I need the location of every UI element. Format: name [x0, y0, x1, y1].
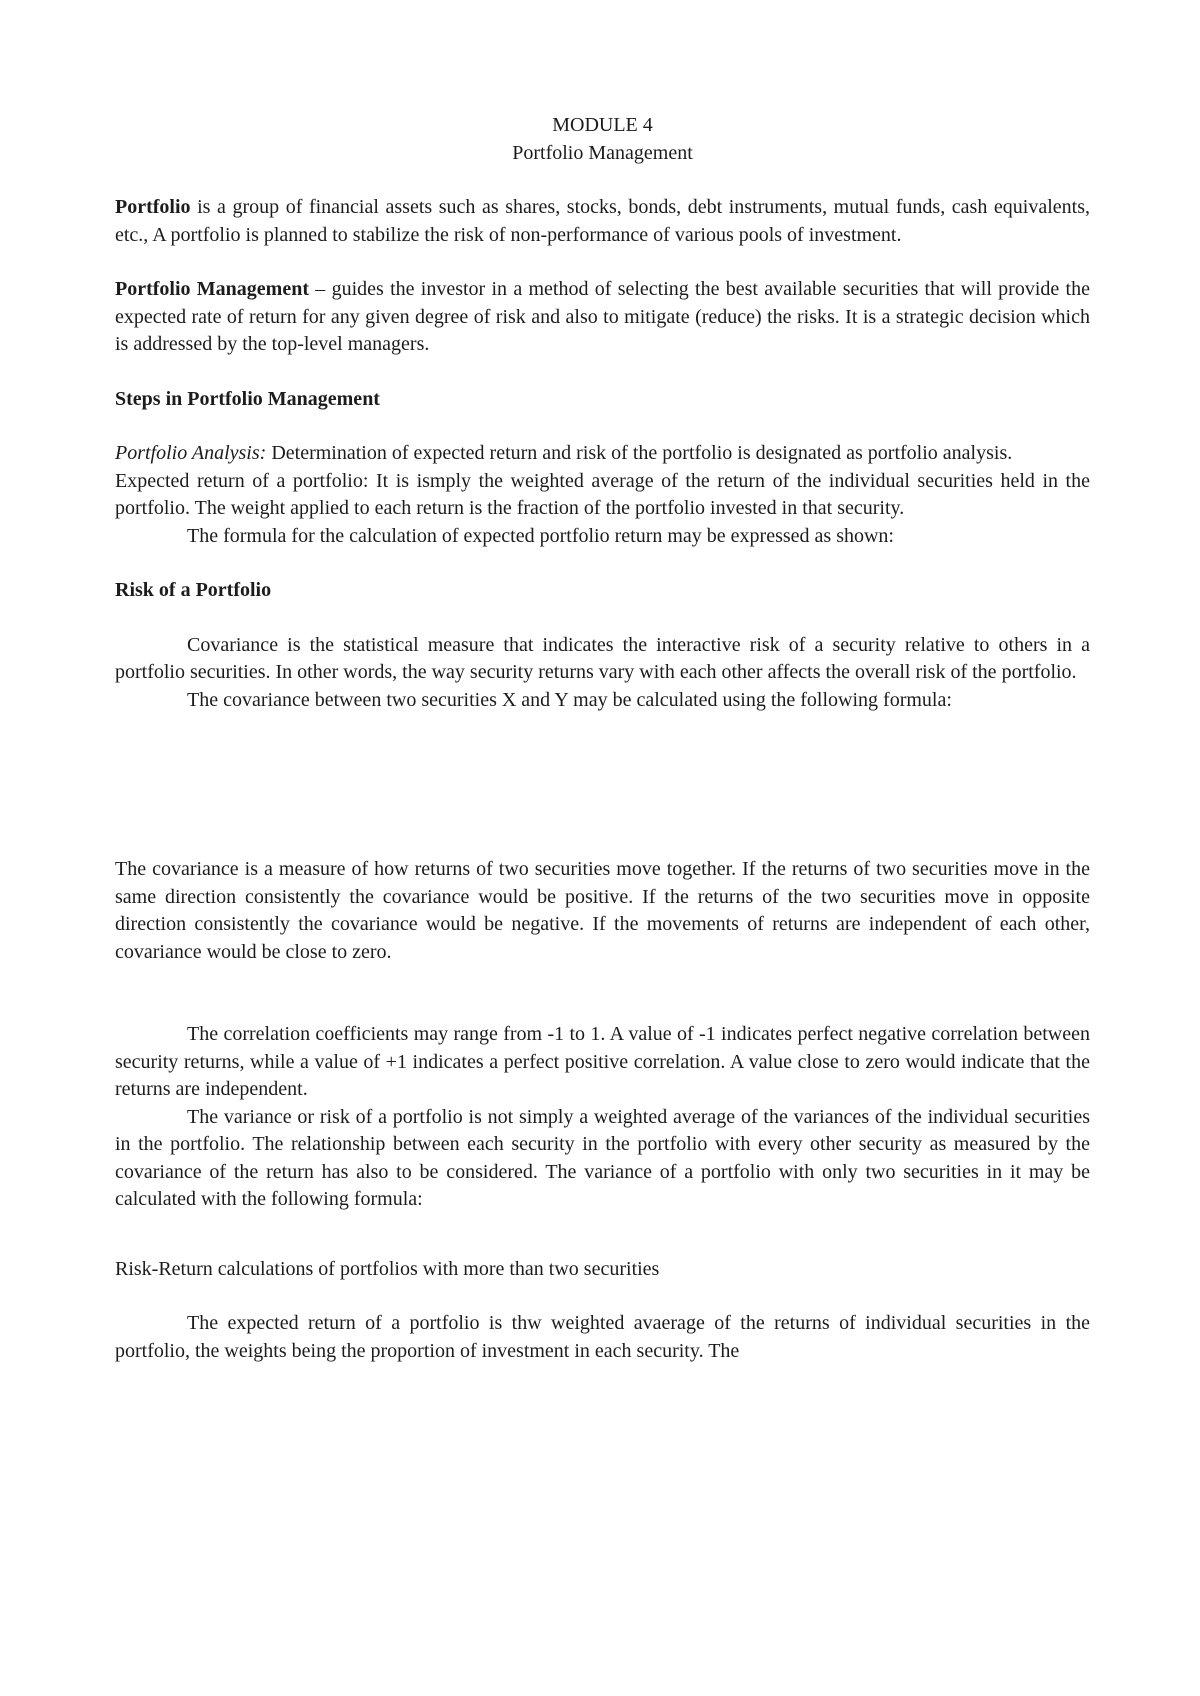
covariance-definition: Covariance is the statistical measure that indicates the interactive risk of a security relative to others in a portfolio securities. In other words, the way security returns vary with each other affects the overall risk of the portfolio.	[115, 633, 1090, 683]
portfolio-term: Portfolio	[115, 196, 191, 218]
document-page	[115, 112, 1090, 1365]
expected-return-paragraph: Expected return of a portfolio: It is ismply the weighted average of the return of the individual securities held in the portfolio. The weight applied to each return is the fraction of the portfolio invested in that security.	[115, 469, 1090, 519]
portfolio-analysis	[115, 440, 1090, 468]
portfolio-management-term: Portfolio Management	[115, 278, 310, 300]
expected-return-formula-intro: The formula for the calculation of expected portfolio return may be expressed as shown:	[187, 524, 894, 547]
covariance-measure-paragraph: The covariance is a measure of how returns of two securities move together. If the returns of two securities move in the same direction consistently the covariance would be positive. If the returns of the two securities move in opposite direction consistently the covariance would be negative. If the movements of returns are independent of each other, covariance would be close to zero.	[115, 858, 1090, 963]
steps-heading: Steps in Portfolio Management	[115, 387, 380, 410]
portfolio-management-text: – guides the investor in a method of selecting the best available securities that will provide the expected rate of return for any given degree of risk and also to mitigate (reduce) the risks. It is a strategic decision which is addressed by the top-level managers.	[115, 278, 1090, 355]
covariance-formula-intro: The covariance between two securities X and Y may be calculated using the following formula:	[187, 688, 952, 711]
module-subtitle: Portfolio Management	[512, 141, 693, 164]
multi-security-heading: Risk-Return calculations of portfolios with more than two securities	[115, 1257, 660, 1280]
correlation-formula-placeholder	[115, 966, 1090, 1021]
variance-formula-placeholder	[115, 1214, 1090, 1256]
portfolio-analysis-label: Portfolio Analysis:	[115, 442, 267, 464]
variance-paragraph: The variance or risk of a portfolio is not simply a weighted average of the variances of the individual securities in the portfolio. The relationship between each security in the portfolio with every other security as measured by the covariance of the return has also to be considered. The variance of a portfolio with only two securities in it may be calculated with the following formula:	[115, 1105, 1090, 1210]
portfolio-analysis-text: Determination of expected return and risk of the portfolio is designated as portfolio analysis.	[266, 442, 1013, 464]
risk-heading: Risk of a Portfolio	[115, 579, 272, 601]
correlation-paragraph: The correlation coefficients may range from -1 to 1. A value of -1 indicates perfect negative correlation between security returns, while a value of +1 indicates a perfect positive correlation. A value close to zero would indicate that the returns are independent.	[115, 1023, 1090, 1100]
title-block	[115, 112, 1090, 167]
module-title: MODULE 4	[552, 114, 653, 136]
portfolio-management-definition	[115, 276, 1090, 359]
portfolio-definition	[115, 194, 1090, 249]
covariance-formula-placeholder	[115, 714, 1090, 856]
portfolio-definition-text: is a group of financial assets such as shares, stocks, bonds, debt instruments, mutual funds, cash equivalents, etc., A portfolio is planned to stabilize the risk of non-performance of various pools of investment.	[115, 196, 1090, 246]
multi-security-paragraph: The expected return of a portfolio is thw weighted avaerage of the returns of individual securities in the portfolio, the weights being the proportion of investment in each security. The	[115, 1312, 1090, 1362]
